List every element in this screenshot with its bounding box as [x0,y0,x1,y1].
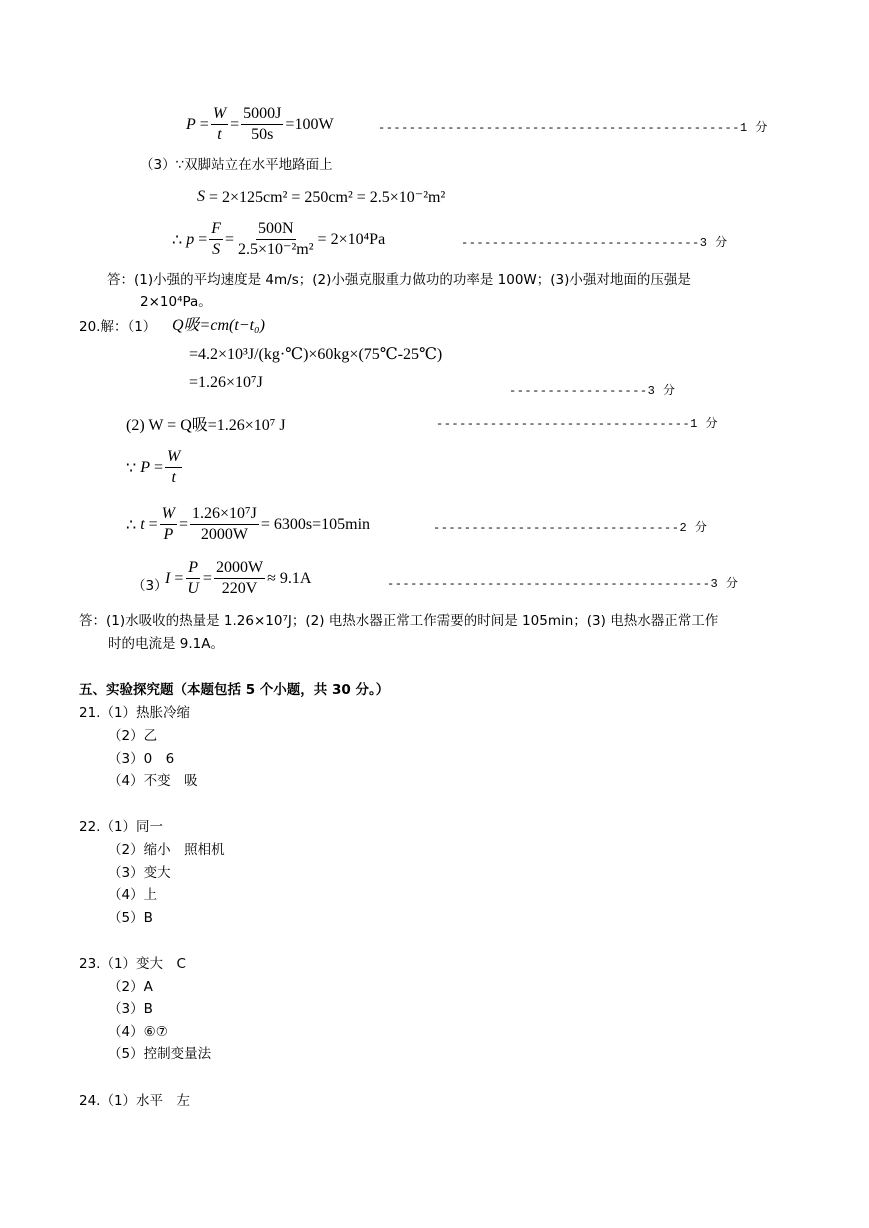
equation-area [197,187,445,207]
q22-item: （3）变大 [108,865,171,881]
q22-item: 22.（1）同一 [79,819,164,835]
frac1 [160,505,177,544]
frac-den: t [171,469,176,486]
frac-num: W [165,448,182,468]
score-marker: -----------------------------------------------1 分 [378,121,768,135]
score-marker: ------------------------------------------3 分 [387,577,739,591]
q20-eq2: =4.2×10³J/(kg·℃)×60kg×(75℃-25℃) [189,346,443,363]
eq-pressure-frac2 [236,220,316,259]
frac-den: 220V [221,580,258,597]
lhs: t [140,515,145,533]
answer1-line1: 答：(1)小强的平均速度是 4m/s；(2)小强克服重力做功的功率是 100W；(3)小强对地面的压强是 [107,272,691,288]
frac-den: 50s [251,126,274,143]
q23-item: （5）控制变量法 [108,1046,212,1062]
q23-item: （3）B [108,1001,153,1017]
q20-power-def: ∵ P = $\frac{W}{t}$ [126,448,181,486]
frac2 [214,559,265,598]
q23-item: 23.（1）变大 C [79,956,186,972]
frac-num: 1.26×10⁷J [190,505,259,525]
q21-item: （4）不变 吸 [108,773,198,789]
q20-eq3: =1.26×10⁷J [189,374,263,391]
equation-pressure: ∴ p = $\frac{F}{S}$ = $\frac{500N}{\text{2.5×10⁻²m²}}$ = 2×10⁴Pa [172,220,386,258]
rhs: = 6300s=105min [260,515,371,533]
eq-area-rhs: = 2×125cm² = 250cm² = 2.5×10⁻²m² [209,189,446,206]
eq-pressure-lhs: p [186,230,195,248]
q23-item: （2）A [108,979,153,995]
q22-item: （2）缩小 照相机 [108,842,225,858]
prefix-because: ∵ [126,459,137,477]
q20-part2: (2) W = Q吸=1.26×10⁷ J [126,417,286,434]
q21-item: 21.（1）热胀冷缩 [79,705,191,721]
frac-num: 2000W [214,559,265,579]
frac-num: F [209,220,223,240]
equation-power: P = $\frac{W}{t}$ = $\frac{5000J}{50s}$ = 100W [186,105,334,143]
eq-pressure-frac1 [209,220,223,259]
frac-num: W [211,105,228,125]
q20-label: 20.解：（1） [79,319,157,335]
q21-item: （3）0 6 [108,751,175,767]
eq-power-frac1 [211,105,228,144]
q21-item: （2）乙 [108,728,158,744]
frac [165,448,182,487]
score-marker: ------------------3 分 [509,384,676,398]
frac-num: W [160,505,177,525]
frac-num: 5000J [241,105,283,125]
q20-part3-label: （3） [132,578,168,594]
eq-pressure-prefix: ∴ [172,231,183,249]
q20-eq1: Q吸=cm(t−t₀) [172,317,265,334]
frac-den: U [187,580,199,597]
q22-item: （5）B [108,910,153,926]
eq-area-lhs: S [197,188,205,205]
lhs: P [140,458,150,476]
eq-power-frac2 [241,105,283,144]
eq-power-lhs: P [186,115,196,133]
frac-num: 500N [256,220,296,240]
frac-den: P [163,526,174,543]
frac-den: t [217,126,222,143]
step3-label: （3）∵双脚站立在水平地路面上 [140,157,333,173]
q23-item: （4）⑥⑦ [108,1024,168,1040]
lhs: I [165,569,171,587]
answer2-line1: 答：(1)水吸收的热量是 1.26×10⁷J；(2) 电热水器正常工作需要的时间是 105min；(3) 电热水器正常工作 [79,613,719,629]
prefix-therefore: ∴ [126,516,137,534]
eq-pressure-rhs: = 2×10⁴Pa [317,230,386,248]
eq-power-rhs: 100W [294,115,334,133]
frac-den: S [212,241,221,258]
answer2-line2: 时的电流是 9.1A。 [108,636,224,652]
frac-num: P [186,559,200,579]
q20-current-eq: I = $\frac{P}{U}$ = $\frac{2000W}{220V}$ ≈ 9.1A [165,559,312,597]
rhs: ≈ 9.1A [267,569,312,587]
section5-title: 五、实验探究题（本题包括 5 个小题，共 30 分。） [79,682,390,698]
score-marker: -------------------------------3 分 [461,236,728,250]
answer1-line2: 2×10⁴Pa。 [140,294,212,310]
q24-item: 24.（1）水平 左 [79,1093,191,1109]
frac-den: 2000W [200,526,248,543]
q20-time-eq: ∴ t = $\frac{W}{P}$ = $\frac{\text{1.26×10⁷J}}{2000W}$ = 6300s=105min [126,505,371,543]
frac1 [185,559,201,598]
frac-den: 2.5×10⁻²m² [238,241,314,258]
score-marker: --------------------------------2 分 [433,521,708,535]
score-marker: ---------------------------------1 分 [436,417,719,431]
q22-item: （4）上 [108,887,158,903]
frac2 [190,505,259,544]
